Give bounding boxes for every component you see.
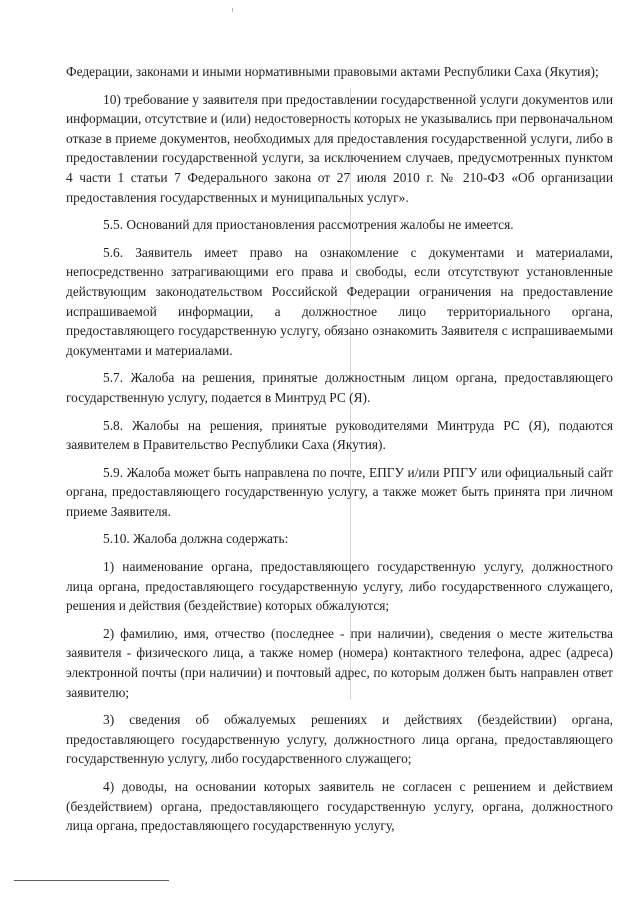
paragraph-5-6: 5.6. Заявитель имеет право на ознакомление с документами и материалами, непосредственно затрагивающими его права и свободы, если отсутствуют установленные действующим законодательством Российской Федерации ограничения на предоставление испрашиваемой информации, а должностное лицо территориального органа, предоставляющего государственную услугу, обязано ознакомить Заявителя с испрашиваемыми документами и материалами. xyxy=(66,244,613,358)
paragraph-item-2: 2) фамилию, имя, отчество (последнее - при наличии), сведения о месте жительства заявителя - физического лица, а также номер (номера) контактного телефона, адрес (адреса) электронной почты (при наличии) и почтовый адрес, по которым должен быть направлен ответ заявителю; xyxy=(66,625,613,700)
document-body xyxy=(66,62,613,844)
paragraph-5-5: 5.5. Оснований для приостановления рассмотрения жалобы не имеется. xyxy=(103,217,514,233)
paragraph-item-10: 10) требование у заявителя при предоставлении государственной услуги документов или информации, отсутствие и (или) недостоверность которых не указывались при первоначальном отказе в приеме документов, необходимых для предоставления государственной услуги, либо в предоставлении государственной услуги, за исключением случаев, предусмотренных пунктом 4 части 1 статьи 7 Федерального закона от 27 июля 2010 г. № 210-ФЗ «Об организации предоставления государственных и муниципальных услуг». xyxy=(66,91,613,205)
paragraph-5-9: 5.9. Жалоба может быть направлена по почте, ЕПГУ и/или РПГУ или официальный сайт органа, предоставляющего государственную услугу, а также может быть принята при личном приеме Заявителя. xyxy=(66,464,613,519)
paragraph-5-8: 5.8. Жалобы на решения, принятые руководителями Минтруда РС (Я), подаются заявителем в Правительство Республики Саха (Якутия). xyxy=(66,417,613,453)
footnote-separator-line xyxy=(14,880,169,881)
scan-artifact-top xyxy=(232,8,233,12)
paragraph-item-3: 3) сведения об обжалуемых решениях и действиях (бездействии) органа, предоставляющего государственную услугу, должностного лица органа, предоставляющего государственную услугу, либо государственного служащего; xyxy=(66,712,613,767)
paragraph-5-10: 5.10. Жалоба должна содержать: xyxy=(103,531,289,547)
paragraph-5-7: 5.7. Жалоба на решения, принятые должностным лицом органа, предоставляющего государственную услугу, подается в Минтруд РС (Я). xyxy=(66,370,613,405)
paragraph-item-1: 1) наименование органа, предоставляющего государственную услугу, должностного лица органа, предоставляющего государственную услугу, либо государственного служащего, решения и действия (бездействие) которых обжалуются; xyxy=(66,559,613,614)
paragraph-item-4: 4) доводы, на основании которых заявитель не согласен с решением и действием (бездействием) органа, предоставляющего государственную услугу, органа, должностного лица органа, предоставляющего государственную услугу, xyxy=(66,779,613,834)
paragraph-continuation: Федерации, законами и иными нормативными правовыми актами Республики Саха (Якутия); xyxy=(66,64,599,79)
